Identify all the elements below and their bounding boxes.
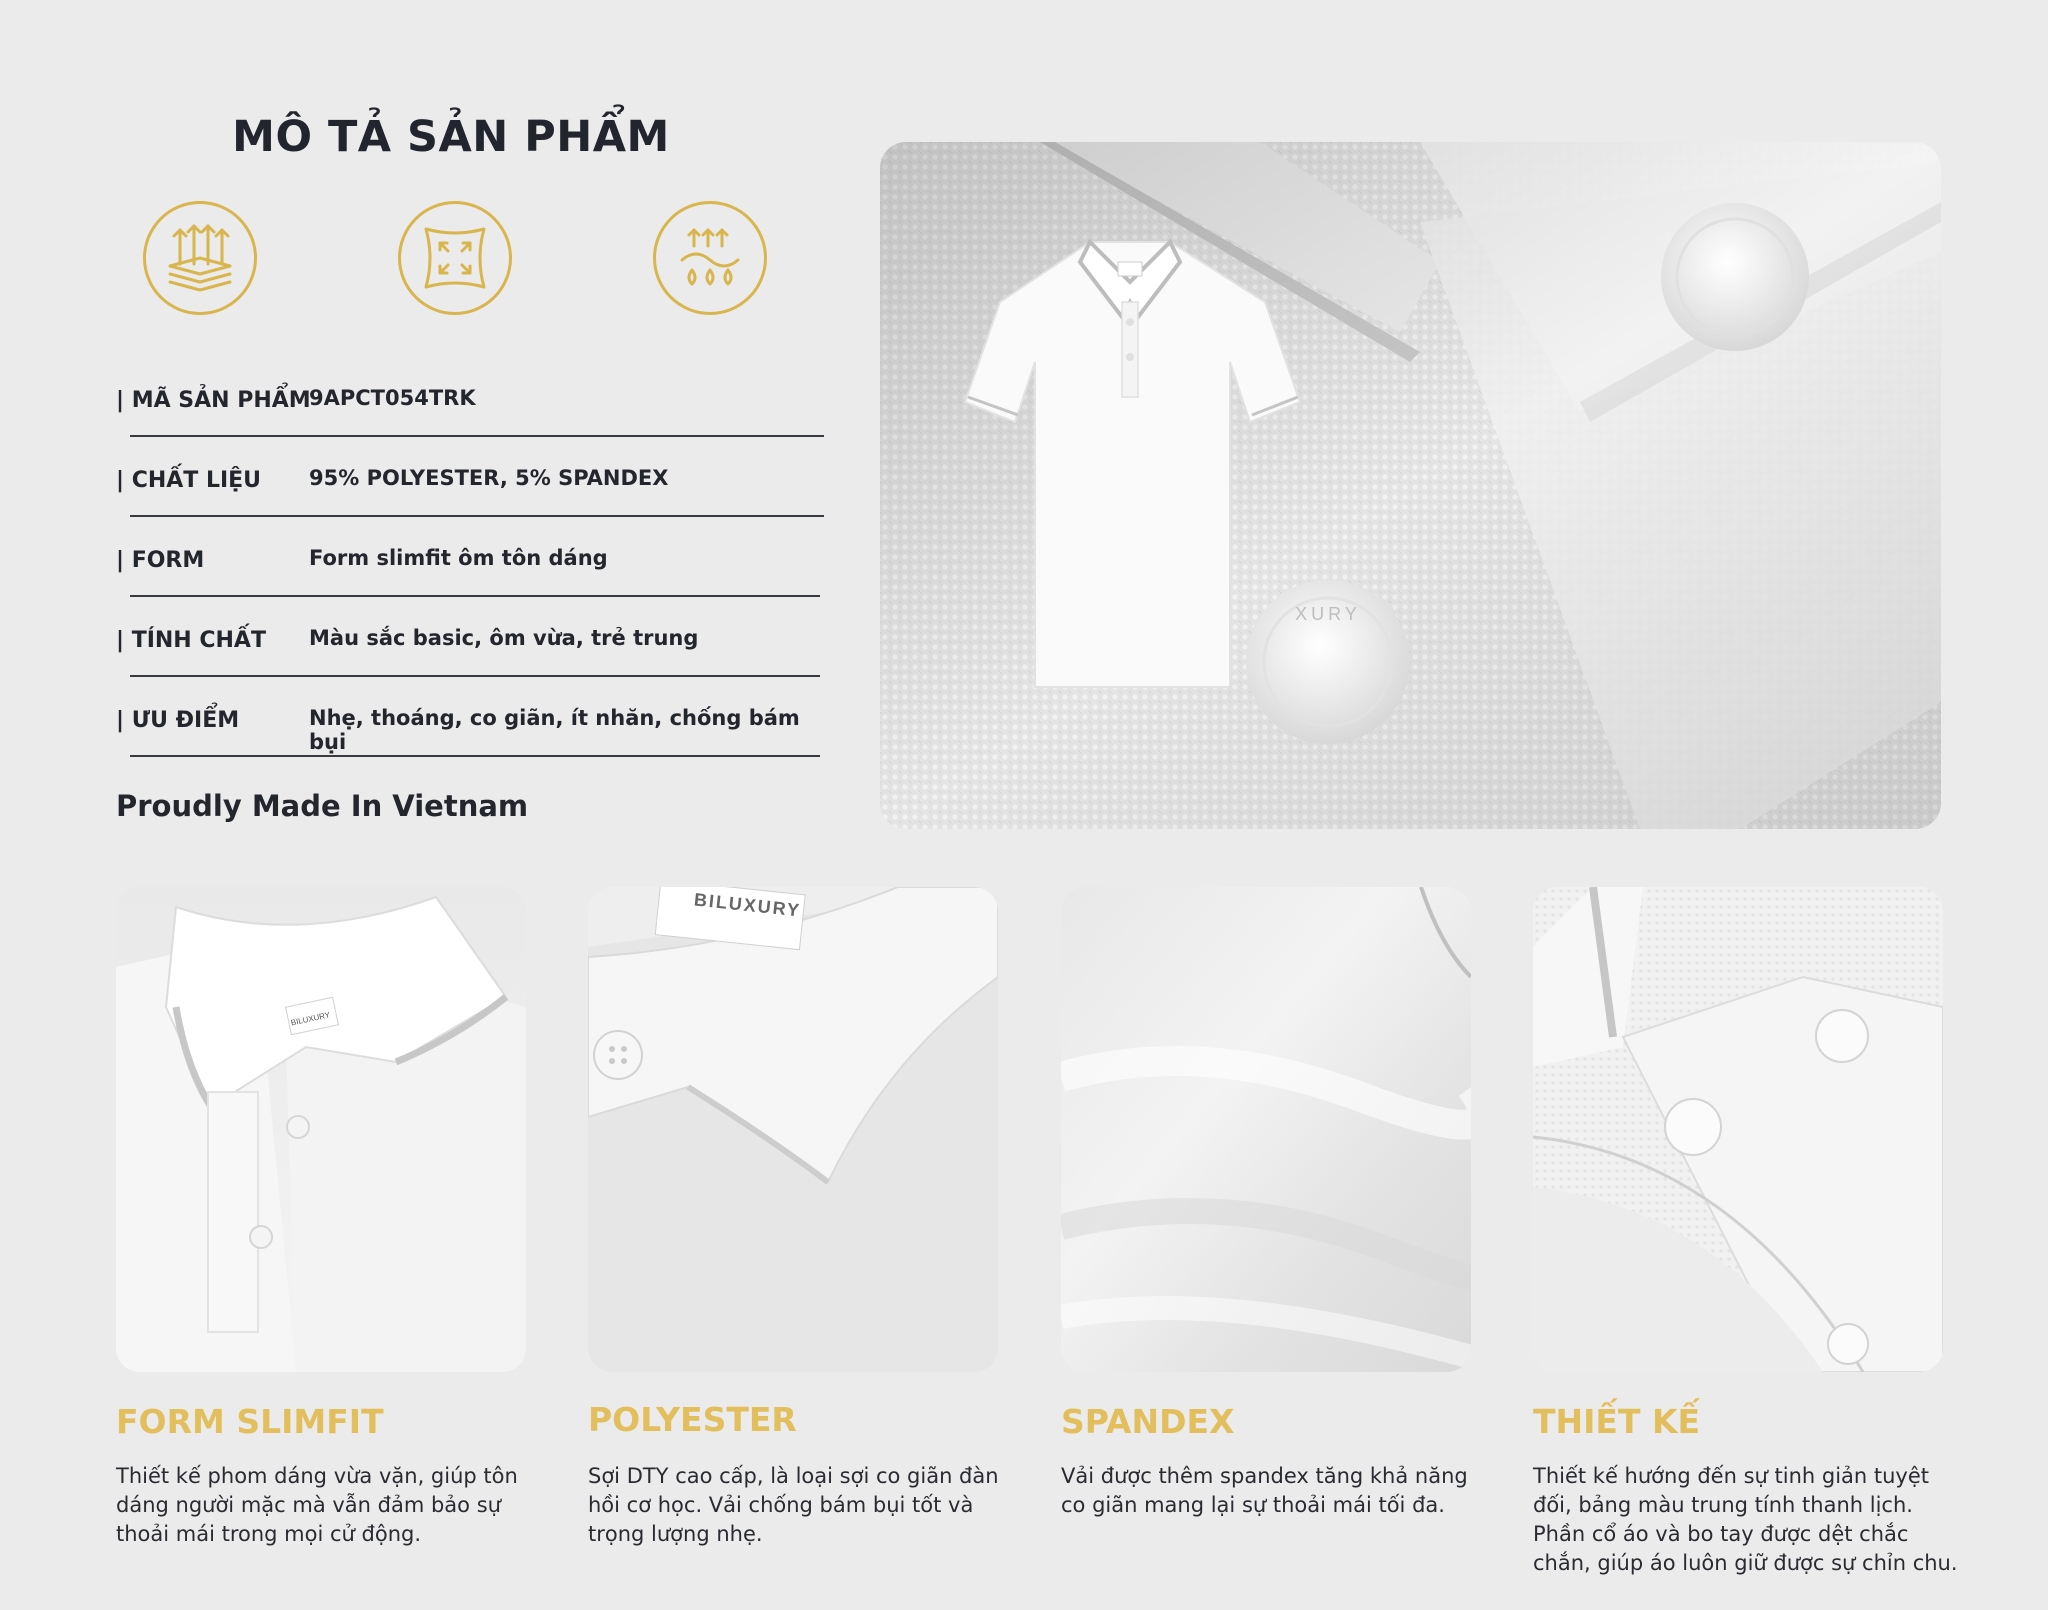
spec-row-material [116,460,826,540]
tile-design-image [1533,887,1943,1372]
feature-desc-polyester: Sợi DTY cao cấp, là loại sợi co giãn đàn hồi cơ học. Vải chống bám bụi tốt và trọng lượng nhẹ. [588,1464,999,1546]
page-title: MÔ TẢ SẢN PHẨM [232,112,670,162]
brand-label: BILUXURY [693,889,802,921]
feature-title-design: THIẾT KẾ [1533,1402,1701,1441]
feature-desc-spandex: Vải được thêm spandex tăng khả năng co giãn mang lại sự thoải mái tối đa. [1061,1464,1468,1517]
feature-title-form-slimfit: FORM SLIMFIT [116,1402,384,1441]
stretch-fabric-icon [398,201,512,315]
spec-value: Màu sắc basic, ôm vừa, trẻ trung [309,626,699,650]
moisture-wicking-icon [653,201,767,315]
divider [130,675,820,677]
hero-product-image [880,142,1941,829]
spec-value: Form slimfit ôm tôn dáng [309,546,608,570]
tile-polyester-image [588,887,998,1372]
spec-label: | CHẤT LIỆU [116,468,262,493]
svg-text:XURY: XURY [1295,604,1361,624]
spec-label: | FORM [116,548,205,573]
spec-row-form [116,540,826,620]
spec-row-advantages [116,700,826,780]
spec-label: | ƯU ĐIỂM [116,708,240,733]
feature-title-polyester: POLYESTER [588,1400,797,1439]
divider [130,595,820,597]
spec-label: | TÍNH CHẤT [116,628,266,653]
layered-fabric-breathable-icon [143,201,257,315]
spec-value: Nhẹ, thoáng, co giãn, ít nhăn, chống bám bụi [309,706,800,754]
tile-spandex-image [1061,887,1471,1372]
made-in-label: Proudly Made In Vietnam [116,789,529,823]
feature-desc-form-slimfit: Thiết kế phom dáng vừa vặn, giúp tôn dáng người mặc mà vẫn đảm bảo sự thoải mái trong mọi cử động. [116,1464,518,1546]
tile-form-slimfit-image [116,887,526,1372]
feature-title-spandex: SPANDEX [1061,1402,1235,1441]
feature-desc-design: Thiết kế hướng đến sự tinh giản tuyệt đối, bảng màu trung tính thanh lịch. Phần cổ áo và bo tay được dệt chắc chắn, giúp áo luôn giữ được sự chỉn chu. [1533,1464,1958,1575]
spec-label: | MÃ SẢN PHẨM [116,388,311,413]
spec-row-properties [116,620,826,700]
divider [130,515,824,517]
divider [130,435,824,437]
spec-value: 9APCT054TRK [309,386,476,410]
spec-value: 95% POLYESTER, 5% SPANDEX [309,466,669,490]
brand-label: BILUXURY [290,1010,331,1028]
divider [130,755,820,757]
spec-row-product-code [116,380,826,460]
